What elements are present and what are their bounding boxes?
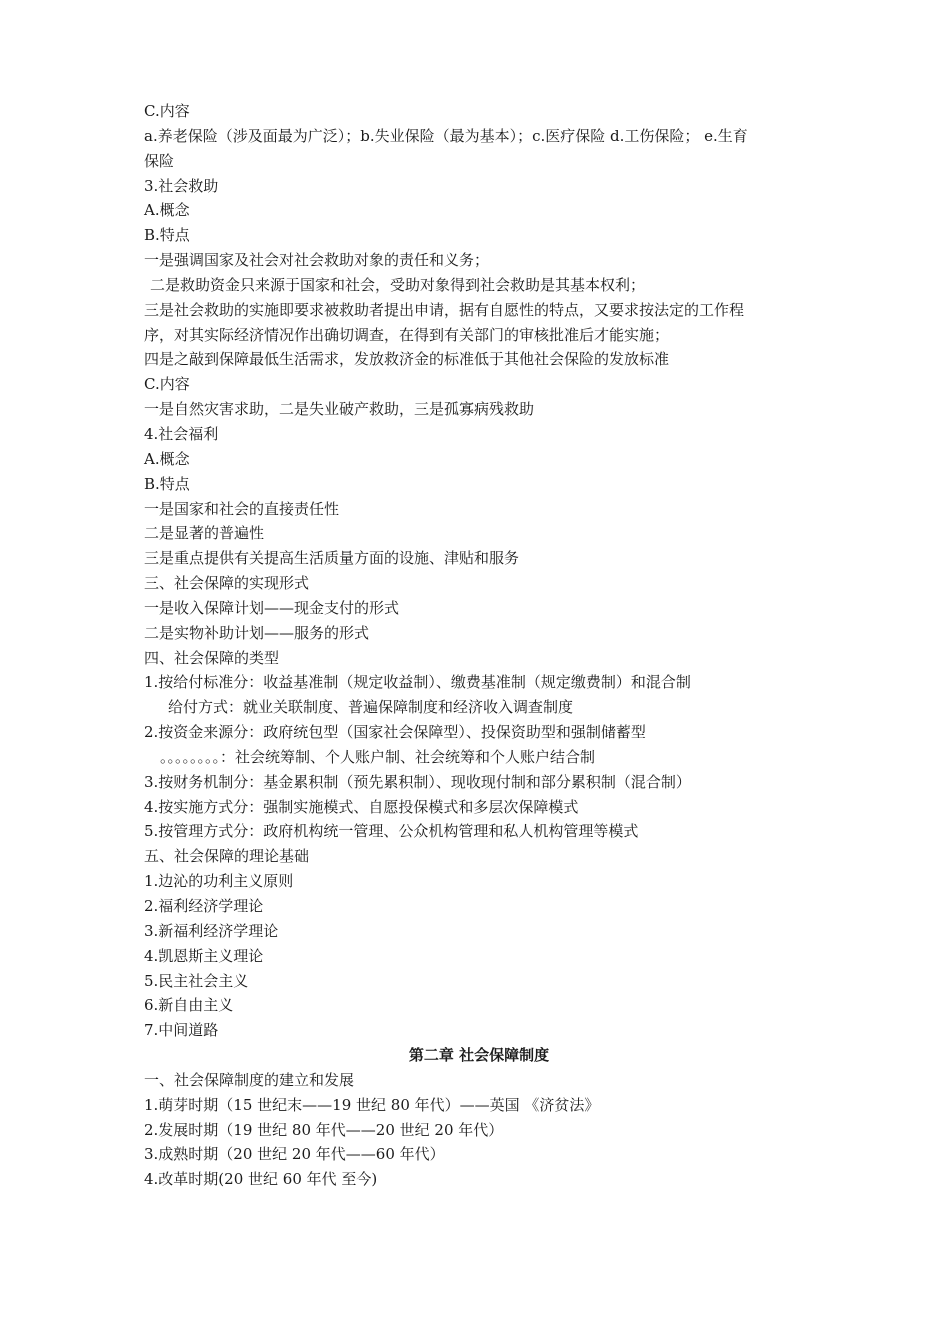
text-line: 5.按管理方式分：政府机构统一管理、公众机构管理和私人机构管理等模式	[144, 822, 639, 841]
text-line: 一是强调国家及社会对社会救助对象的责任和义务；	[144, 251, 490, 270]
section-heading: 四、社会保障的类型	[144, 648, 280, 667]
section-heading: 3.社会救助	[144, 176, 219, 195]
text-line: 一是自然灾害求助，二是失业破产救助，三是孤寡病残救助	[144, 400, 535, 419]
chapter-title: 第二章 社会保障制度	[408, 1046, 550, 1065]
text-line: 4.按实施方式分：强制实施模式、自愿投保模式和多层次保障模式	[144, 797, 579, 816]
text-line: 三是重点提供有关提高生活质量方面的设施、津贴和服务	[144, 549, 520, 568]
section-heading: 4.社会福利	[144, 424, 219, 443]
list-item: 7.中间道路	[144, 1021, 219, 1040]
list-item: 1.边沁的功利主义原则	[144, 872, 294, 891]
list-item: 5.民主社会主义	[144, 971, 249, 990]
list-item: 4.改革时期(20 世纪 60 年代 至今)	[144, 1170, 378, 1189]
subheading: B.特点	[144, 226, 190, 245]
text-line: 2.按资金来源分：政府统包型（国家社会保障型）、投保资助型和强制储蓄型	[144, 723, 646, 742]
list-item: 3.新福利经济学理论	[144, 921, 279, 940]
text-line: a.养老保险（涉及面最为广泛）；b.失业保险（最为基本）；c.医疗保险 d.工伤保险； e.生育	[144, 126, 748, 145]
text-line: 保险	[144, 151, 175, 170]
section-heading: 三、社会保障的实现形式	[144, 574, 310, 593]
list-item: 3.成熟时期（20 世纪 20 年代——60 年代）	[144, 1145, 445, 1164]
document-body	[144, 99, 814, 1192]
text-line: 给付方式：就业关联制度、普遍保障制度和经济收入调查制度	[168, 698, 574, 717]
list-item: 2.福利经济学理论	[144, 897, 264, 915]
list-item: 1.萌芽时期（15 世纪末——19 世纪 80 年代）——英国 《济贫法》	[144, 1095, 600, 1114]
text-line: 一是收入保障计划——现金支付的形式	[144, 598, 400, 617]
text-line: 序，对其实际经济情况作出确切调查，在得到有关部门的审核批准后才能实施；	[144, 325, 670, 344]
text-line: 四是之敲到保障最低生活需求，发放救济金的标准低于其他社会保险的发放标准	[144, 350, 670, 369]
text-line: 一是国家和社会的直接责任性	[144, 499, 340, 518]
subheading: A.概念	[144, 201, 190, 220]
text-line: 1.按给付标准分：收益基准制（规定收益制）、缴费基准制（规定缴费制）和混合制	[144, 673, 691, 692]
text-line: 二是救助资金只来源于国家和社会，受助对象得到社会救助是其基本权利；	[150, 275, 646, 294]
text-line: 二是显著的普遍性	[144, 524, 265, 543]
section-heading: 五、社会保障的理论基础	[144, 847, 310, 866]
list-item: 2.发展时期（19 世纪 80 年代——20 世纪 20 年代）	[144, 1120, 504, 1139]
list-item: 6.新自由主义	[144, 996, 234, 1015]
subheading: B.特点	[144, 474, 190, 493]
subheading: C.内容	[144, 375, 190, 394]
section-heading: 一、社会保障制度的建立和发展	[144, 1070, 355, 1089]
subheading: A.概念	[144, 449, 190, 468]
text-line: 。。。。。。。。：社会统筹制、个人账户制、社会统筹和个人账户结合制	[160, 747, 596, 766]
list-item: 4.凯恩斯主义理论	[144, 946, 264, 965]
text-line: 3.按财务机制分：基金累积制（预先累积制）、现收现付制和部分累积制（混合制）	[144, 772, 691, 791]
subheading: C.内容	[144, 102, 190, 120]
text-line: 三是社会救助的实施即要求被救助者提出申请，据有自愿性的特点，又要求按法定的工作程	[144, 300, 745, 319]
text-line: 二是实物补助计划——服务的形式	[144, 623, 370, 642]
